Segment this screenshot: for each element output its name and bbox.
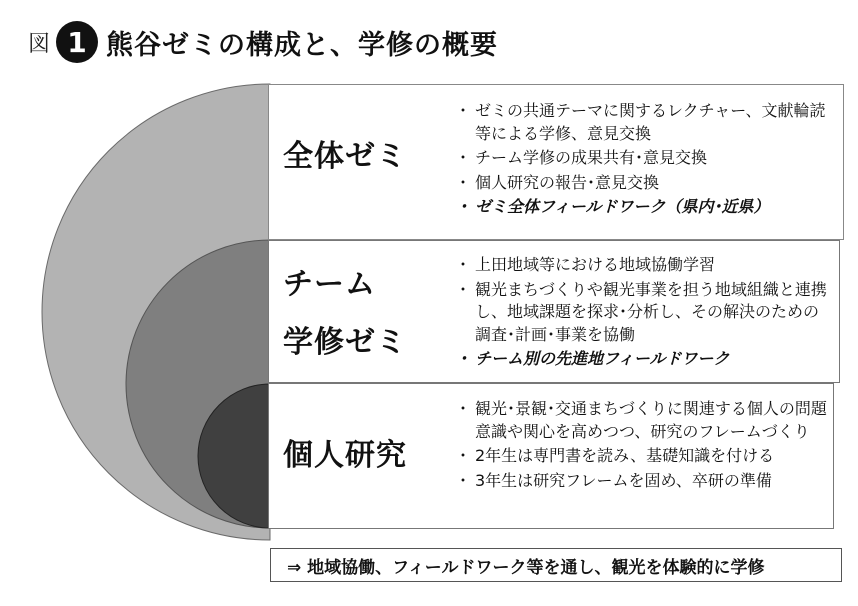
list-item	[455, 470, 827, 493]
panel-title-team	[283, 263, 407, 365]
bullet-list-zentai	[455, 100, 833, 221]
list-item	[455, 100, 833, 145]
panel-title-zentai: 全体ゼミ	[283, 139, 407, 174]
bullet-mark: ・	[455, 197, 472, 216]
bullet-mark: ・	[455, 255, 472, 274]
list-item-text: 観光･景観･交通まちづくりに関連する個人の問題意識や関心を高めつつ、研究のフレームづくり	[475, 399, 827, 441]
bullet-mark: ・	[455, 399, 472, 418]
panel-zentai-seminar	[268, 84, 844, 240]
list-item	[455, 254, 833, 277]
list-item-text: チーム学修の成果共有･意見交換	[475, 148, 708, 167]
panel-title-kojin: 個人研究	[283, 438, 407, 473]
panel-team-seminar	[268, 240, 840, 383]
list-item-text: ゼミの共通テーマに関するレクチャー、文献輪読等による学修、意見交換	[475, 101, 826, 143]
summary-footer-box	[270, 548, 842, 582]
bullet-mark: ・	[455, 101, 472, 120]
list-item-text: チーム別の先進地フィールドワーク	[475, 349, 730, 368]
panel-individual-research	[268, 383, 834, 529]
list-item-text: 3年生は研究フレームを固め、卒研の準備	[475, 470, 772, 490]
figure-title: 熊谷ゼミの構成と、学修の概要	[106, 29, 499, 61]
list-item	[455, 348, 833, 371]
bullet-mark: ・	[455, 148, 472, 167]
bullet-mark: ・	[455, 349, 472, 368]
list-item	[455, 398, 827, 443]
list-item	[455, 147, 833, 170]
bullet-mark: ・	[455, 279, 472, 299]
bullet-mark: ・	[455, 446, 472, 465]
figure-label: 図	[28, 31, 51, 57]
list-item	[455, 172, 833, 195]
panel-title-team-line2: 学修ゼミ	[283, 325, 407, 360]
summary-footer-text: ⇒ 地域協働、フィールドワーク等を通し、観光を体験的に学修	[287, 557, 765, 578]
bullet-mark: ・	[455, 470, 472, 490]
list-item-text: 観光まちづくりや観光事業を担う地域組織と連携し、地域課題を探求･分析し、その解決のための調査･計画･事業を協働	[475, 279, 827, 344]
list-item	[455, 445, 827, 468]
bullet-list-kojin	[455, 398, 827, 494]
list-item-text: 上田地域等における地域協働学習	[475, 255, 716, 274]
list-item	[455, 279, 833, 347]
panel-title-team-line1: チーム	[283, 267, 376, 302]
list-item	[455, 196, 833, 219]
list-item-text: 2年生は専門書を読み、基礎知識を付ける	[475, 446, 775, 465]
figure-number-badge: 1	[56, 21, 98, 63]
bullet-mark: ・	[455, 172, 472, 192]
list-item-text: 個人研究の報告･意見交換	[475, 172, 660, 192]
bullet-list-team	[455, 254, 833, 373]
list-item-text: ゼミ全体フィールドワーク（県内･近県）	[475, 197, 770, 216]
